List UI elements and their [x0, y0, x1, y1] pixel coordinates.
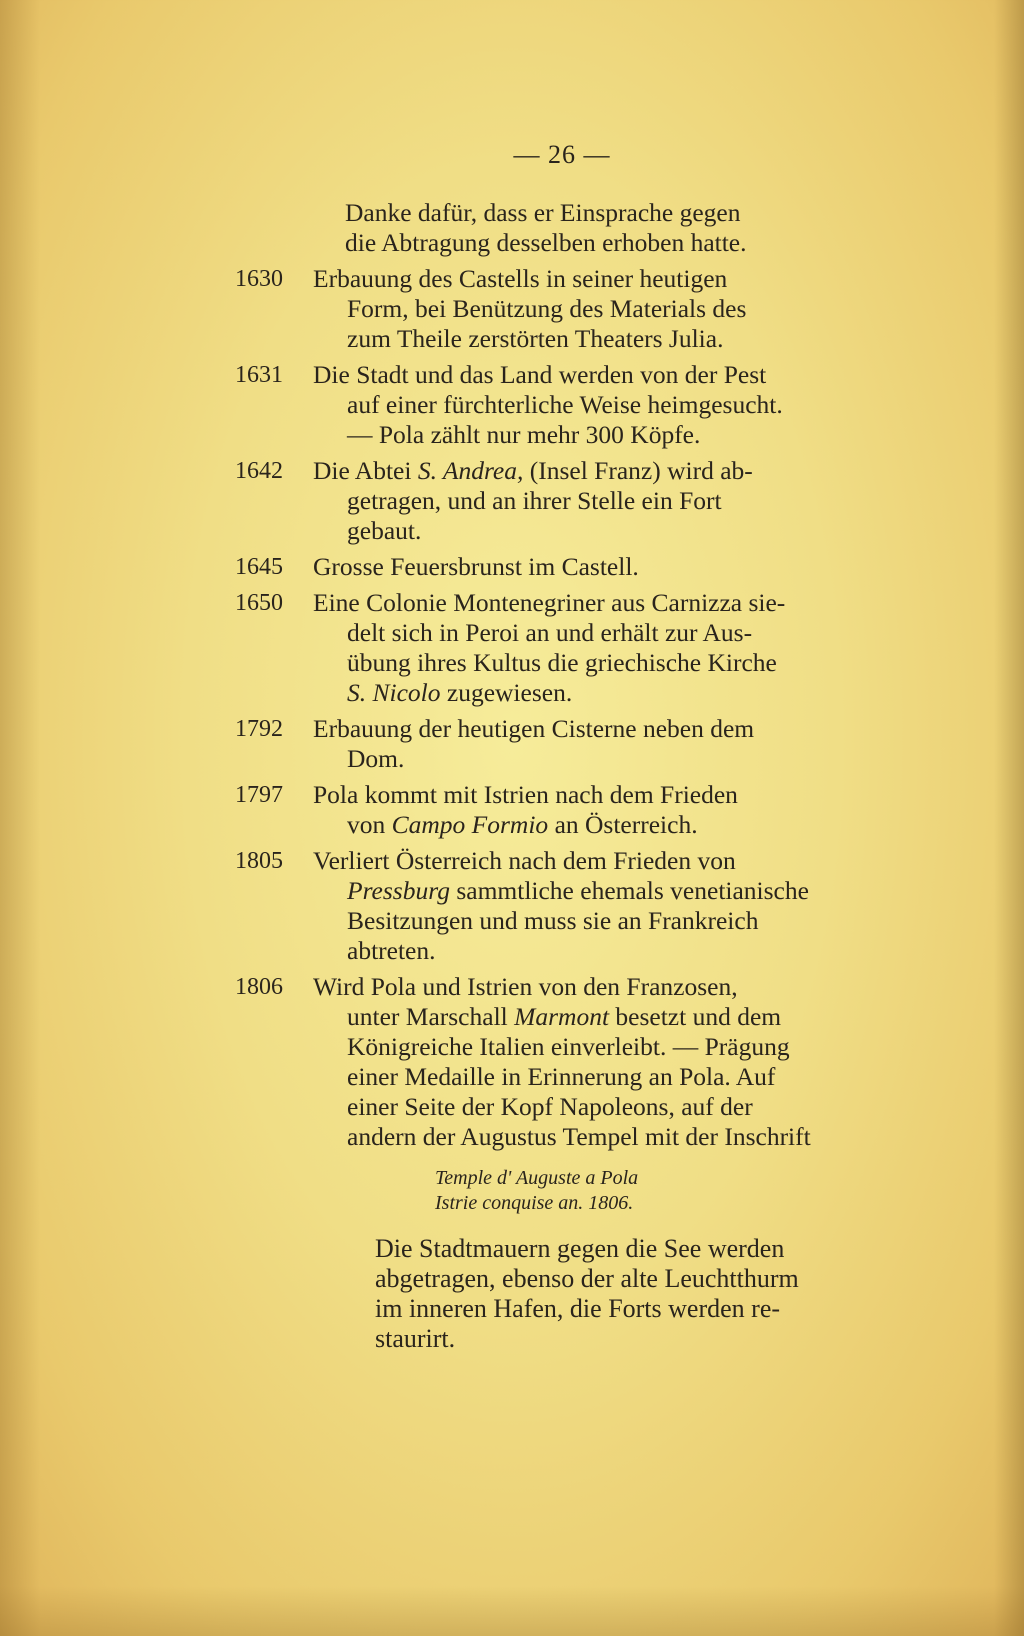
entry-line: [313, 1002, 915, 1032]
entry-text-part: Die Abtei: [313, 456, 418, 485]
person-name-italic: Marmont: [514, 1002, 610, 1031]
closing-line: im inneren Hafen, die Forts werden re-: [375, 1294, 781, 1323]
entry-line: einer Medaille in Erinnerung an Pola. Auf: [347, 1062, 776, 1091]
page-edge-shadow-left: [0, 0, 40, 1636]
entry-year: 1805: [235, 848, 283, 874]
entry-text: [313, 972, 915, 1152]
church-name-italic: S. Nicolo: [347, 678, 441, 707]
entry-text: [313, 588, 915, 708]
entry-line: Dom.: [347, 744, 405, 773]
chronicle-entry-1805: [235, 846, 915, 966]
entry-line: [313, 810, 915, 840]
entry-text: [313, 780, 915, 840]
entry-line: getragen, und an ihrer Stelle ein Fort: [347, 486, 722, 515]
entry-line: — Pola zählt nur mehr 300 Köpfe.: [347, 420, 701, 449]
entry-year: 1631: [235, 362, 283, 388]
entry-line: Pola kommt mit Istrien nach dem Frieden: [313, 780, 738, 809]
chronicle-entry-1642: [235, 456, 915, 546]
entry-year: 1642: [235, 458, 283, 484]
closing-paragraph: [235, 1234, 915, 1354]
entry-text-part: an Österreich.: [548, 810, 698, 839]
chronicle-entry-1631: [235, 360, 915, 450]
entry-line: abtreten.: [347, 936, 436, 965]
entry-line: delt sich in Peroi an und erhält zur Aus-: [347, 618, 753, 647]
continuation-paragraph: [235, 198, 915, 258]
entry-text-part: zugewiesen.: [440, 678, 573, 707]
inscription-line: Temple d' Auguste a Pola: [435, 1167, 639, 1189]
closing-line: abgetragen, ebenso der alte Leuchtthurm: [375, 1264, 799, 1293]
inscription-line: Istrie conquise an. 1806.: [435, 1192, 634, 1214]
entry-line: Grosse Feuersbrunst im Castell.: [313, 552, 639, 581]
entry-line: Königreiche Italien einverleibt. — Prägung: [347, 1032, 790, 1061]
entry-text: [313, 846, 915, 966]
entry-line: Die Stadt und das Land werden von der Pest: [313, 360, 767, 389]
medal-inscription: [435, 1166, 915, 1216]
chronicle-entry-1797: [235, 780, 915, 840]
chronicle-text: [235, 198, 915, 1354]
entry-line: auf einer fürchterliche Weise heimgesucht.: [347, 390, 783, 419]
entry-line: [313, 456, 915, 486]
entry-line: Wird Pola und Istrien von den Franzosen,: [313, 972, 738, 1001]
entry-text-part: (Insel Franz) wird ab-: [523, 456, 753, 485]
entry-line: [313, 876, 915, 906]
chronicle-entry-1792: [235, 714, 915, 774]
entry-line: Erbauung der heutigen Cisterne neben dem: [313, 714, 755, 743]
chronicle-entry-1630: [235, 264, 915, 354]
entry-line: andern der Augustus Tempel mit der Inschrift: [347, 1122, 811, 1151]
entry-line: Erbauung des Castells in seiner heutigen: [313, 264, 728, 293]
entry-text-part: besetzt und dem: [609, 1002, 782, 1031]
entry-line: einer Seite der Kopf Napoleons, auf der: [347, 1092, 753, 1121]
entry-line: [313, 678, 915, 708]
continuation-line: Danke dafür, dass er Einsprache gegen: [345, 198, 741, 227]
closing-line: Die Stadtmauern gegen die See werden: [375, 1234, 785, 1263]
chronicle-entry-1806: [235, 972, 915, 1152]
page-edge-shadow-bottom: [0, 1586, 1024, 1636]
entry-text-part: von: [347, 810, 392, 839]
entry-text-part: sammtliche ehemals venetianische: [449, 876, 809, 905]
entry-year: 1645: [235, 554, 283, 580]
page-number: — 26 —: [513, 140, 611, 169]
treaty-name-italic: Campo Formio: [391, 810, 549, 839]
entry-year: 1797: [235, 782, 283, 808]
entry-line: Besitzungen und muss sie an Frankreich: [347, 906, 759, 935]
entry-year: 1630: [235, 266, 283, 292]
entry-year: 1650: [235, 590, 283, 616]
entry-line: zum Theile zerstörten Theaters Julia.: [347, 324, 724, 353]
entry-year: 1806: [235, 974, 283, 1000]
entry-text: [313, 552, 915, 582]
entry-line: Form, bei Benützung des Materials des: [347, 294, 747, 323]
entry-text: [313, 456, 915, 546]
entry-text: [313, 264, 915, 354]
entry-year: 1792: [235, 716, 283, 742]
entry-line: Eine Colonie Montenegriner aus Carnizza sie-: [313, 588, 786, 617]
chronicle-entry-1650: [235, 588, 915, 708]
treaty-name-italic: Pressburg: [347, 876, 450, 905]
entry-line: gebaut.: [347, 516, 422, 545]
entry-line: Verliert Österreich nach dem Frieden von: [313, 846, 736, 875]
chronicle-entry-1645: [235, 552, 915, 582]
continuation-line: die Abtragung desselben erhoben hatte.: [345, 228, 747, 257]
closing-line: staurirt.: [375, 1324, 456, 1353]
entry-text: [313, 714, 915, 774]
entry-line: übung ihres Kultus die griechische Kirche: [347, 648, 777, 677]
place-name-italic: S. Andrea,: [417, 456, 524, 485]
entry-text-part: unter Marschall: [347, 1002, 515, 1031]
entry-text: [313, 360, 915, 450]
page-edge-shadow-right: [994, 0, 1024, 1636]
